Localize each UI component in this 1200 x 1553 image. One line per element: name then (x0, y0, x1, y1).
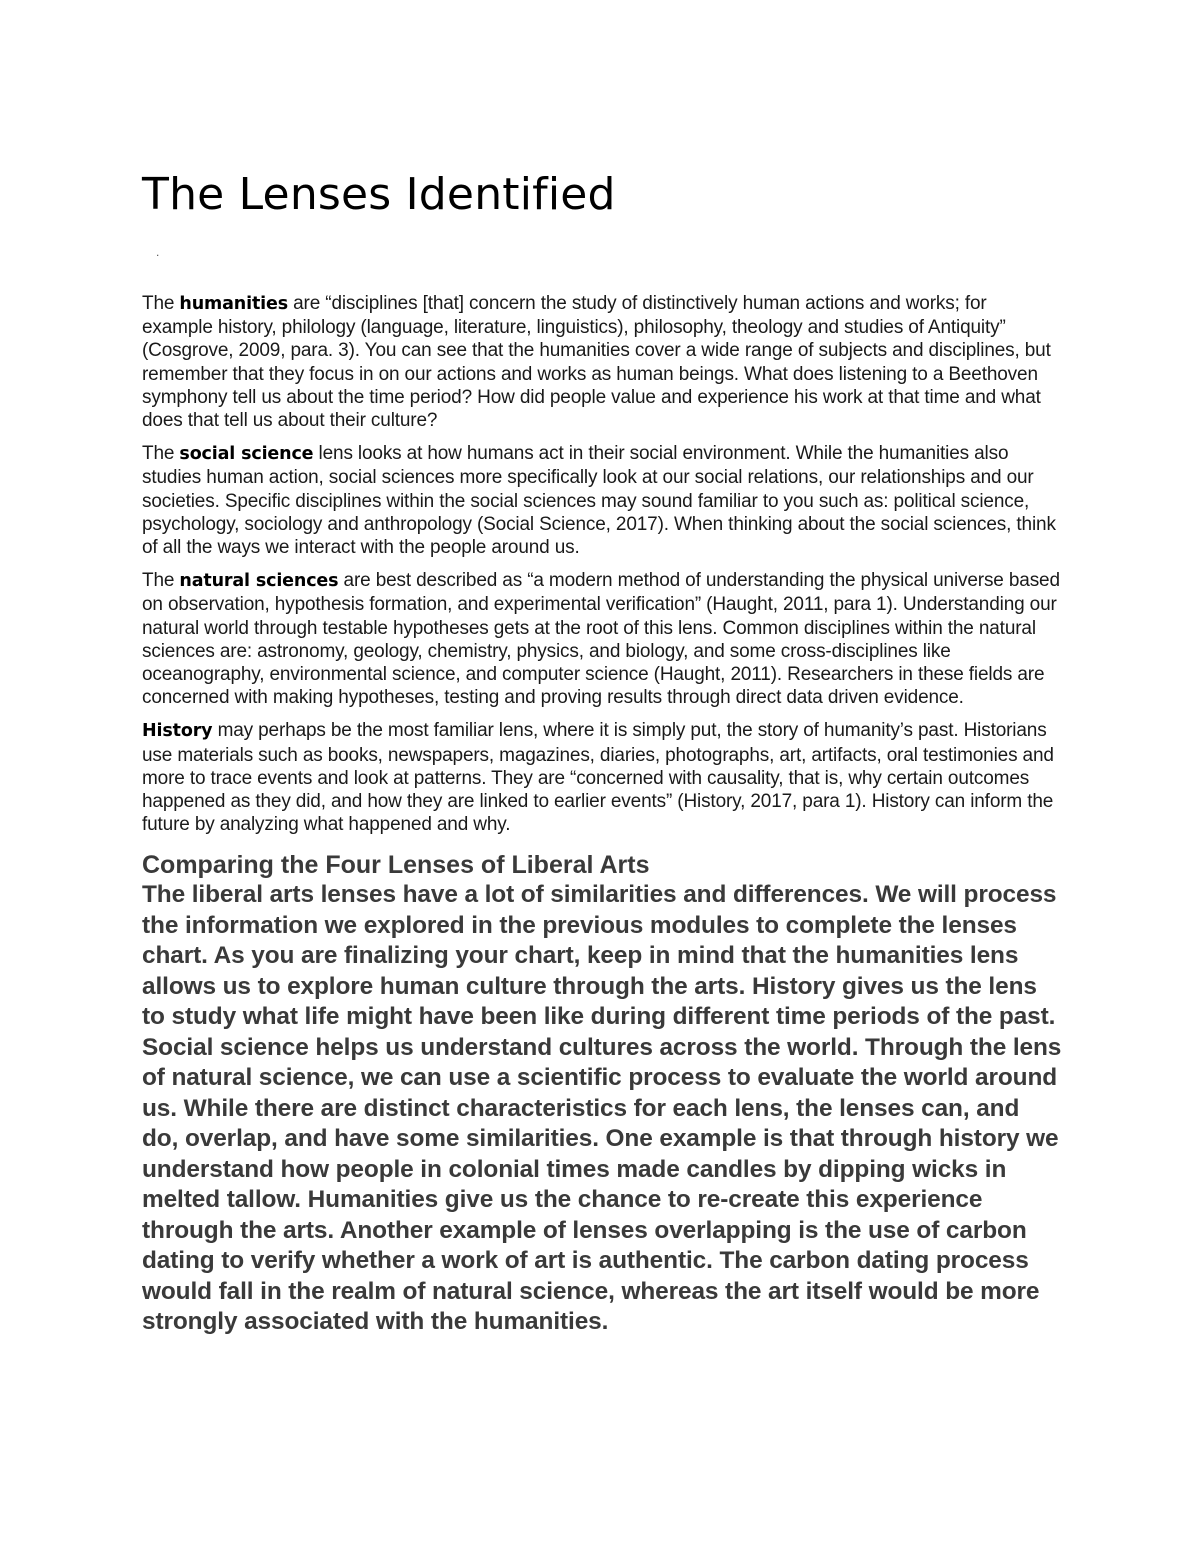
paragraph-text: may perhaps be the most familiar lens, where it is simply put, the story of humanity’s past. Historians use materials such as books, newspapers, magazines, diaries, photographs, art, artifacts, oral testimonies and more to trace events and look at patterns. They are “concerned with causality, that is, why certain outcomes happened as they did, and how they are linked to earlier events” (History, 2017, para 1). History can inform the future by analyzing what happened and why. (142, 720, 1054, 836)
paragraph-prefix: The (142, 293, 180, 314)
paragraph-natural-sciences (142, 569, 1062, 709)
paragraph-humanities (142, 292, 1062, 432)
page-title: The Lenses Identified (142, 169, 616, 220)
paragraph-text: are best described as “a modern method of understanding the physical universe based on observation, hypothesis formation, and experimental verification” (Haught, 2011, para 1). Understanding our natural world through testable hypotheses gets at the root of this lens. Common disciplines within the natural sciences are: astronomy, geology, chemistry, physics, and biology, and some cross-disciplines like oceanography, environmental science, and computer science (Haught, 2011). Researchers in these fields are concerned with making hypotheses, testing and proving results through direct data driven evidence. (142, 570, 1060, 709)
stray-mark: . (156, 245, 160, 259)
paragraph-text: are “disciplines [that] concern the study of distinctively human actions and works; for example history, philology (language, literature, linguistics), philosophy, theology and studies of Antiquity” (Cosgrove, 2009, para. 3). You can see that the humanities cover a wide range of subjects and disciplines, but remember that they focus in on our actions and works as human beings. What does listening to a Beethoven symphony tell us about the time period? How did people value and experience his work at that time and what does that tell us about their culture? (142, 293, 1051, 432)
section-body: The liberal arts lenses have a lot of similarities and differences. We will process the information we explored in the previous modules to complete the lenses chart. As you are finalizing your chart, keep in mind that the humanities lens allows us to explore human culture through the arts. History gives us the lens to study what life might have been like during different time periods of the past. Social science helps us understand cultures across the world. Through the lens of natural science, we can use a scientific process to evaluate the world around us. While there are distinct characteristics for each lens, the lenses can, and do, overlap, and have some similarities. One example is that through history we understand how people in colonial times made candles by dipping wicks in melted tallow. Humanities give us the chance to re-create this experience through the arts. Another example of lenses overlapping is the use of carbon dating to verify whether a work of art is authentic. The carbon dating process would fall in the realm of natural science, whereas the art itself would be more strongly associated with the humanities. (142, 881, 1062, 1336)
document-content (142, 160, 1062, 1338)
section-heading: Comparing the Four Lenses of Liberal Arts (142, 851, 650, 880)
paragraph-prefix: The (142, 570, 180, 592)
term-history: History (142, 721, 213, 742)
paragraph-prefix: The (142, 443, 180, 465)
term-social-science: social science (179, 444, 314, 465)
term-humanities: humanities (179, 294, 288, 314)
term-natural-sciences: natural sciences (179, 571, 339, 592)
paragraph-history (142, 719, 1062, 836)
paragraph-social-science (142, 442, 1062, 559)
paragraph-text: lens looks at how humans act in their social environment. While the humanities also studies human action, social sciences more specifically look at our social relations, our relationships and our societies. Specific disciplines within the social sciences may sound familiar to you such as: political science, psychology, sociology and anthropology (Social Science, 2017). When thinking about the social sciences, think of all the ways we interact with the people around us. (142, 443, 1056, 559)
